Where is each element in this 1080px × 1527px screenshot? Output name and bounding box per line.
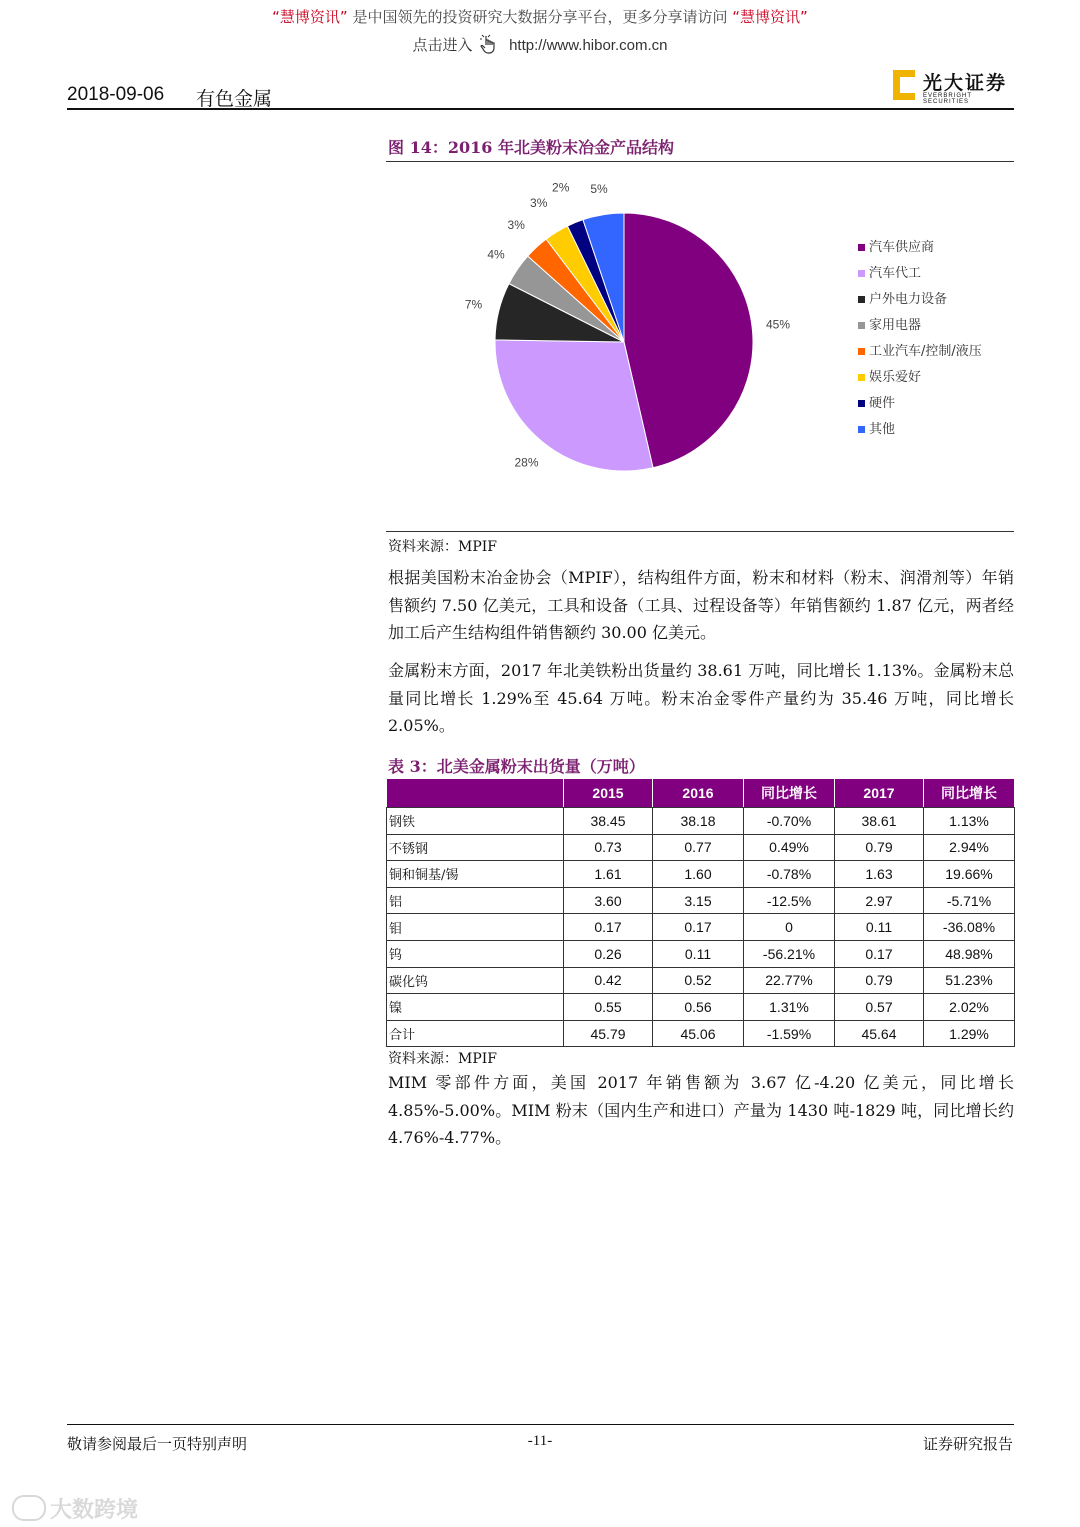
- watermark-text: 大数跨境: [50, 1498, 139, 1523]
- figure-bottom-rule: [386, 531, 1014, 532]
- table-row: [387, 887, 1015, 914]
- legend-swatch: [858, 348, 865, 355]
- value-cell: 51.23%: [924, 967, 1015, 994]
- banner-enter-text[interactable]: 点击进入: [412, 36, 473, 54]
- header-cell: 2017: [835, 779, 924, 808]
- value-cell: 38.18: [653, 808, 744, 835]
- logo-name-en: EVERBRIGHT SECURITIES: [923, 93, 972, 105]
- header-cell: 2015: [564, 779, 653, 808]
- figure-source: 资料来源：MPIF: [388, 539, 497, 555]
- banner-text: 是中国领先的投资研究大数据分享平台，更多分享请访问: [352, 8, 728, 26]
- value-cell: 38.61: [835, 808, 924, 835]
- legend-swatch: [858, 374, 865, 381]
- legend-swatch: [858, 426, 865, 433]
- header-divider: [67, 108, 1014, 110]
- value-cell: 0.42: [564, 967, 653, 994]
- row-label-cell: 镍: [387, 994, 564, 1021]
- figure-top-rule: [386, 161, 1014, 162]
- table-row: [387, 994, 1015, 1021]
- header-cell: 同比增长: [744, 779, 835, 808]
- value-cell: 0.17: [564, 914, 653, 941]
- legend-label: 娱乐爱好: [869, 370, 922, 385]
- value-cell: 1.13%: [924, 808, 1015, 835]
- company-logo: [893, 68, 1018, 104]
- pie-data-label: 7%: [464, 297, 483, 312]
- pie-data-label: 28%: [514, 455, 539, 470]
- legend-swatch: [858, 270, 865, 277]
- value-cell: -12.5%: [744, 887, 835, 914]
- watermark-logo-icon: [12, 1495, 46, 1521]
- legend-label: 汽车代工: [869, 266, 922, 281]
- value-cell: 0.17: [653, 914, 744, 941]
- value-cell: 45.64: [835, 1020, 924, 1047]
- table-row: [387, 1020, 1015, 1047]
- value-cell: -5.71%: [924, 887, 1015, 914]
- legend-swatch: [858, 322, 865, 329]
- banner-brand-2: “慧博资讯”: [732, 8, 808, 26]
- top-banner: [0, 6, 1080, 27]
- value-cell: 22.77%: [744, 967, 835, 994]
- legend-label: 汽车供应商: [869, 240, 935, 255]
- value-cell: 2.02%: [924, 994, 1015, 1021]
- legend-swatch: [858, 400, 865, 407]
- value-cell: 0.11: [653, 940, 744, 967]
- legend-label: 户外电力设备: [869, 292, 948, 307]
- report-date: 2018-09-06: [67, 84, 165, 105]
- pie-data-label: 2%: [552, 180, 570, 195]
- value-cell: 0.79: [835, 834, 924, 861]
- paragraph-1: 根据美国粉末冶金协会（MPIF），结构组件方面，粉末和材料（粉末、润滑剂等）年销售额约 7.50 亿美元，工具和设备（工具、过程设备等）年销售额约 1.87 亿元，两者经加工后产生结构组件销售额约 30.00 亿美元。: [388, 568, 1014, 642]
- legend-label: 硬件: [869, 396, 896, 411]
- table-row: [387, 914, 1015, 941]
- footer-divider: [67, 1424, 1014, 1425]
- header-cell: [387, 779, 564, 808]
- table-title: 表 3：北美金属粉末出货量（万吨）: [388, 757, 645, 776]
- table-row: [387, 861, 1015, 888]
- row-label-cell: 钨: [387, 940, 564, 967]
- value-cell: 0.73: [564, 834, 653, 861]
- figure-title: 图 14：2016 年北美粉末冶金产品结构: [388, 138, 674, 157]
- value-cell: 0.49%: [744, 834, 835, 861]
- value-cell: -36.08%: [924, 914, 1015, 941]
- report-sector: 有色金属: [196, 88, 273, 110]
- row-label-cell: 钢铁: [387, 808, 564, 835]
- value-cell: 3.60: [564, 887, 653, 914]
- value-cell: 1.63: [835, 861, 924, 888]
- value-cell: 38.45: [564, 808, 653, 835]
- value-cell: -56.21%: [744, 940, 835, 967]
- pie-data-label: 3%: [530, 196, 548, 211]
- value-cell: 48.98%: [924, 940, 1015, 967]
- legend-swatch: [858, 244, 865, 251]
- paragraph-2: 金属粉末方面，2017 年北美铁粉出货量约 38.61 万吨，同比增长 1.13%。金属粉末总量同比增长 1.29%至 45.64 万吨。粉末冶金零件产量约为 35.46 万吨，同比增长 2.05%。: [388, 661, 1014, 735]
- table-row: [387, 940, 1015, 967]
- table-row: [387, 808, 1015, 835]
- value-cell: 0.26: [564, 940, 653, 967]
- value-cell: -0.78%: [744, 861, 835, 888]
- value-cell: 0.56: [653, 994, 744, 1021]
- value-cell: -1.59%: [744, 1020, 835, 1047]
- value-cell: 3.15: [653, 887, 744, 914]
- value-cell: 0.77: [653, 834, 744, 861]
- header-cell: 同比增长: [924, 779, 1015, 808]
- row-label-cell: 不锈钢: [387, 834, 564, 861]
- table-row: [387, 967, 1015, 994]
- banner-url-link[interactable]: http://www.hibor.com.cn: [509, 37, 668, 54]
- banner-brand: “慧博资讯”: [272, 8, 348, 26]
- value-cell: -0.70%: [744, 808, 835, 835]
- value-cell: 45.06: [653, 1020, 744, 1047]
- value-cell: 2.94%: [924, 834, 1015, 861]
- footer-disclaimer: 敬请参阅最后一页特别声明: [67, 1435, 248, 1453]
- row-label-cell: 合计: [387, 1020, 564, 1047]
- value-cell: 1.31%: [744, 994, 835, 1021]
- table-row: [387, 834, 1015, 861]
- value-cell: 0.79: [835, 967, 924, 994]
- logo-mark-icon: [893, 70, 915, 100]
- legend-swatch: [858, 296, 865, 303]
- pointer-hand-icon: [480, 34, 498, 54]
- paragraph-3: MIM 零部件方面，美国 2017 年销售额为 3.67 亿-4.20 亿美元，同比增长 4.85%-5.00%。MIM 粉末（国内生产和进口）产量为 1430 吨-1829 吨，同比增长约 4.76%-4.77%。: [388, 1073, 1014, 1147]
- banner-link-row[interactable]: [0, 34, 1080, 55]
- pie-data-label: 3%: [507, 218, 525, 233]
- legend-label: 其他: [869, 422, 896, 437]
- watermark: [12, 1493, 138, 1524]
- value-cell: 45.79: [564, 1020, 653, 1047]
- logo-name-cn: 光大证券: [923, 72, 1008, 94]
- value-cell: 0.52: [653, 967, 744, 994]
- pie-data-label: 45%: [765, 317, 791, 332]
- value-cell: 0.57: [835, 994, 924, 1021]
- pie-data-label: 5%: [590, 182, 608, 197]
- legend-label: 工业汽车/控制/液压: [869, 344, 982, 359]
- value-cell: 0.11: [835, 914, 924, 941]
- value-cell: 1.60: [653, 861, 744, 888]
- value-cell: 0: [744, 914, 835, 941]
- page-number: -11-: [527, 1433, 553, 1449]
- header-cell: 2016: [653, 779, 744, 808]
- pie-chart: [386, 163, 1014, 529]
- pie-data-label: 4%: [487, 247, 505, 262]
- value-cell: 0.17: [835, 940, 924, 967]
- row-label-cell: 碳化钨: [387, 967, 564, 994]
- row-label-cell: 钼: [387, 914, 564, 941]
- value-cell: 19.66%: [924, 861, 1015, 888]
- row-label-cell: 铜和铜基/锡: [387, 861, 564, 888]
- value-cell: 2.97: [835, 887, 924, 914]
- shipment-table: [386, 778, 1015, 1047]
- legend-label: 家用电器: [869, 318, 922, 333]
- value-cell: 0.55: [564, 994, 653, 1021]
- row-label-cell: 铝: [387, 887, 564, 914]
- value-cell: 1.61: [564, 861, 653, 888]
- value-cell: 1.29%: [924, 1020, 1015, 1047]
- footer-report-type: 证券研究报告: [922, 1435, 1013, 1453]
- table-header-row: [387, 779, 1015, 808]
- table-source: 资料来源：MPIF: [388, 1051, 497, 1067]
